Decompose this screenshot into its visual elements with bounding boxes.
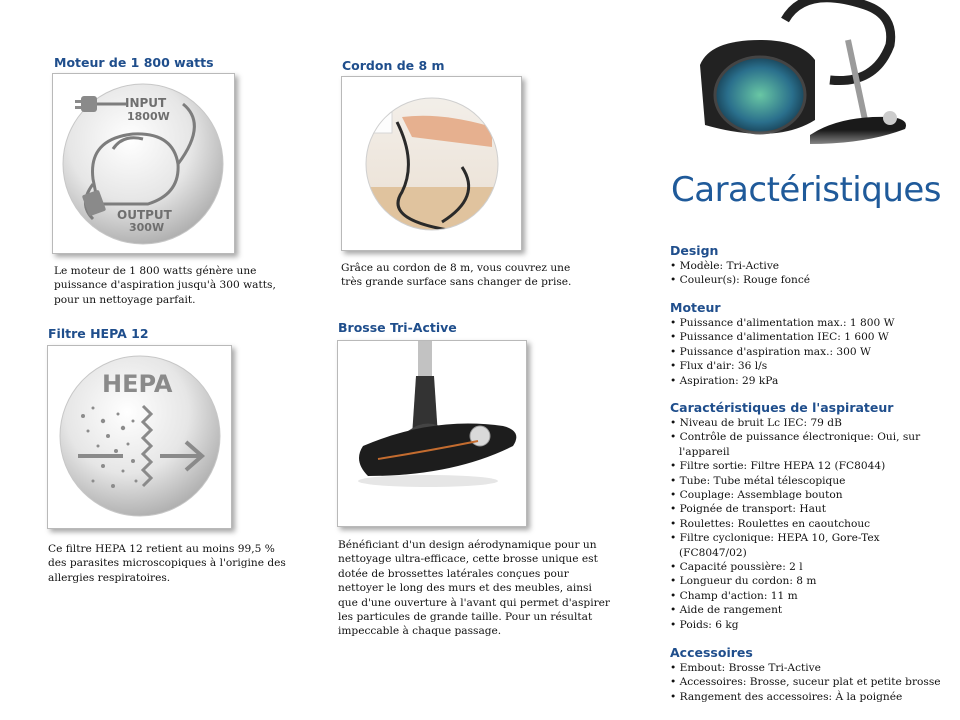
hepa-title: Filtre HEPA 12 (48, 326, 149, 341)
spec-item: • Poignée de transport: Haut (670, 502, 945, 516)
spec-item: • Flux d'air: 36 l/s (670, 359, 945, 373)
motor-output-value: 300W (129, 221, 165, 234)
spec-section-title: Caractéristiques de l'aspirateur (670, 400, 894, 415)
motor-output-label: OUTPUT (117, 208, 172, 222)
specs-title: Caractéristiques (671, 170, 942, 210)
brush-description: Bénéficiant d'un design aérodynamique pour un nettoyage ultra-efficace, cette brosse unique est dotée de brossettes latérales conçues pour nettoyer le long des murs et des meubles, ainsi que d'une ouverture à l'avant qui permet d'aspirer les particules de grande taille. Pour un résultat impeccable à chaque passage. (338, 539, 610, 638)
spec-item: • Aspiration: 29 kPa (670, 374, 945, 388)
spec-item: • Longueur du cordon: 8 m (670, 574, 945, 588)
brush-image (337, 340, 527, 527)
spec-item: • Puissance d'aspiration max.: 300 W (670, 345, 945, 359)
motor-title: Moteur de 1 800 watts (54, 55, 214, 70)
brush-title: Brosse Tri-Active (338, 320, 457, 335)
spec-item: • Roulettes: Roulettes en caoutchouc (670, 517, 945, 531)
spec-item: • Poids: 6 kg (670, 618, 945, 632)
hepa-description: Ce filtre HEPA 12 retient au moins 99,5 % des parasites microscopiques à l'origine des allergies respiratoires. (48, 543, 286, 584)
spec-item: • Filtre cyclonique: HEPA 10, Gore-Tex (FC8047/02) (670, 531, 945, 560)
cord-title: Cordon de 8 m (342, 58, 445, 73)
spec-section-title: Design (670, 243, 719, 258)
hepa-badge: HEPA (102, 370, 173, 398)
spec-item: • Aide de rangement (670, 603, 945, 617)
cord-description: Grâce au cordon de 8 m, vous couvrez une très grande surface sans changer de prise. (341, 262, 572, 289)
motor-input-label: INPUT (125, 96, 167, 110)
spec-item: • Couleur(s): Rouge foncé (670, 273, 945, 287)
spec-item: • Capacité poussière: 2 l (670, 560, 945, 574)
spec-item: • Niveau de bruit Lc IEC: 79 dB (670, 416, 945, 430)
spec-item: • Couplage: Assemblage bouton (670, 488, 945, 502)
spec-item: • Puissance d'alimentation max.: 1 800 W (670, 316, 945, 330)
spec-list-design (670, 259, 945, 288)
spec-item: • Puissance d'alimentation IEC: 1 600 W (670, 330, 945, 344)
spec-item: • Embout: Brosse Tri-Active (670, 661, 945, 675)
motor-image (52, 73, 235, 254)
spec-item: • Tube: Tube métal télescopique (670, 474, 945, 488)
spec-section-title: Accessoires (670, 645, 753, 660)
hepa-image (47, 345, 232, 529)
spec-section-title: Moteur (670, 300, 721, 315)
spec-item: • Filtre sortie: Filtre HEPA 12 (FC8044) (670, 459, 945, 473)
spec-item: • Champ d'action: 11 m (670, 589, 945, 603)
motor-description: Le moteur de 1 800 watts génère une puissance d'aspiration jusqu'à 300 watts, pour un nettoyage parfait. (54, 265, 276, 306)
spec-list-vacuum (670, 416, 945, 632)
motor-input-value: 1800W (127, 110, 170, 123)
product-image (690, 0, 940, 160)
spec-item: • Modèle: Tri-Active (670, 259, 945, 273)
spec-item: • Contrôle de puissance électronique: Oui, sur l'appareil (670, 430, 945, 459)
spec-list-motor (670, 316, 945, 388)
spec-list-accessories (670, 661, 945, 704)
plug-icon (75, 96, 97, 112)
spec-item: • Accessoires: Brosse, suceur plat et petite brosse (670, 675, 945, 689)
spec-item: • Rangement des accessoires: À la poignée (670, 690, 945, 704)
cord-image (341, 76, 522, 251)
